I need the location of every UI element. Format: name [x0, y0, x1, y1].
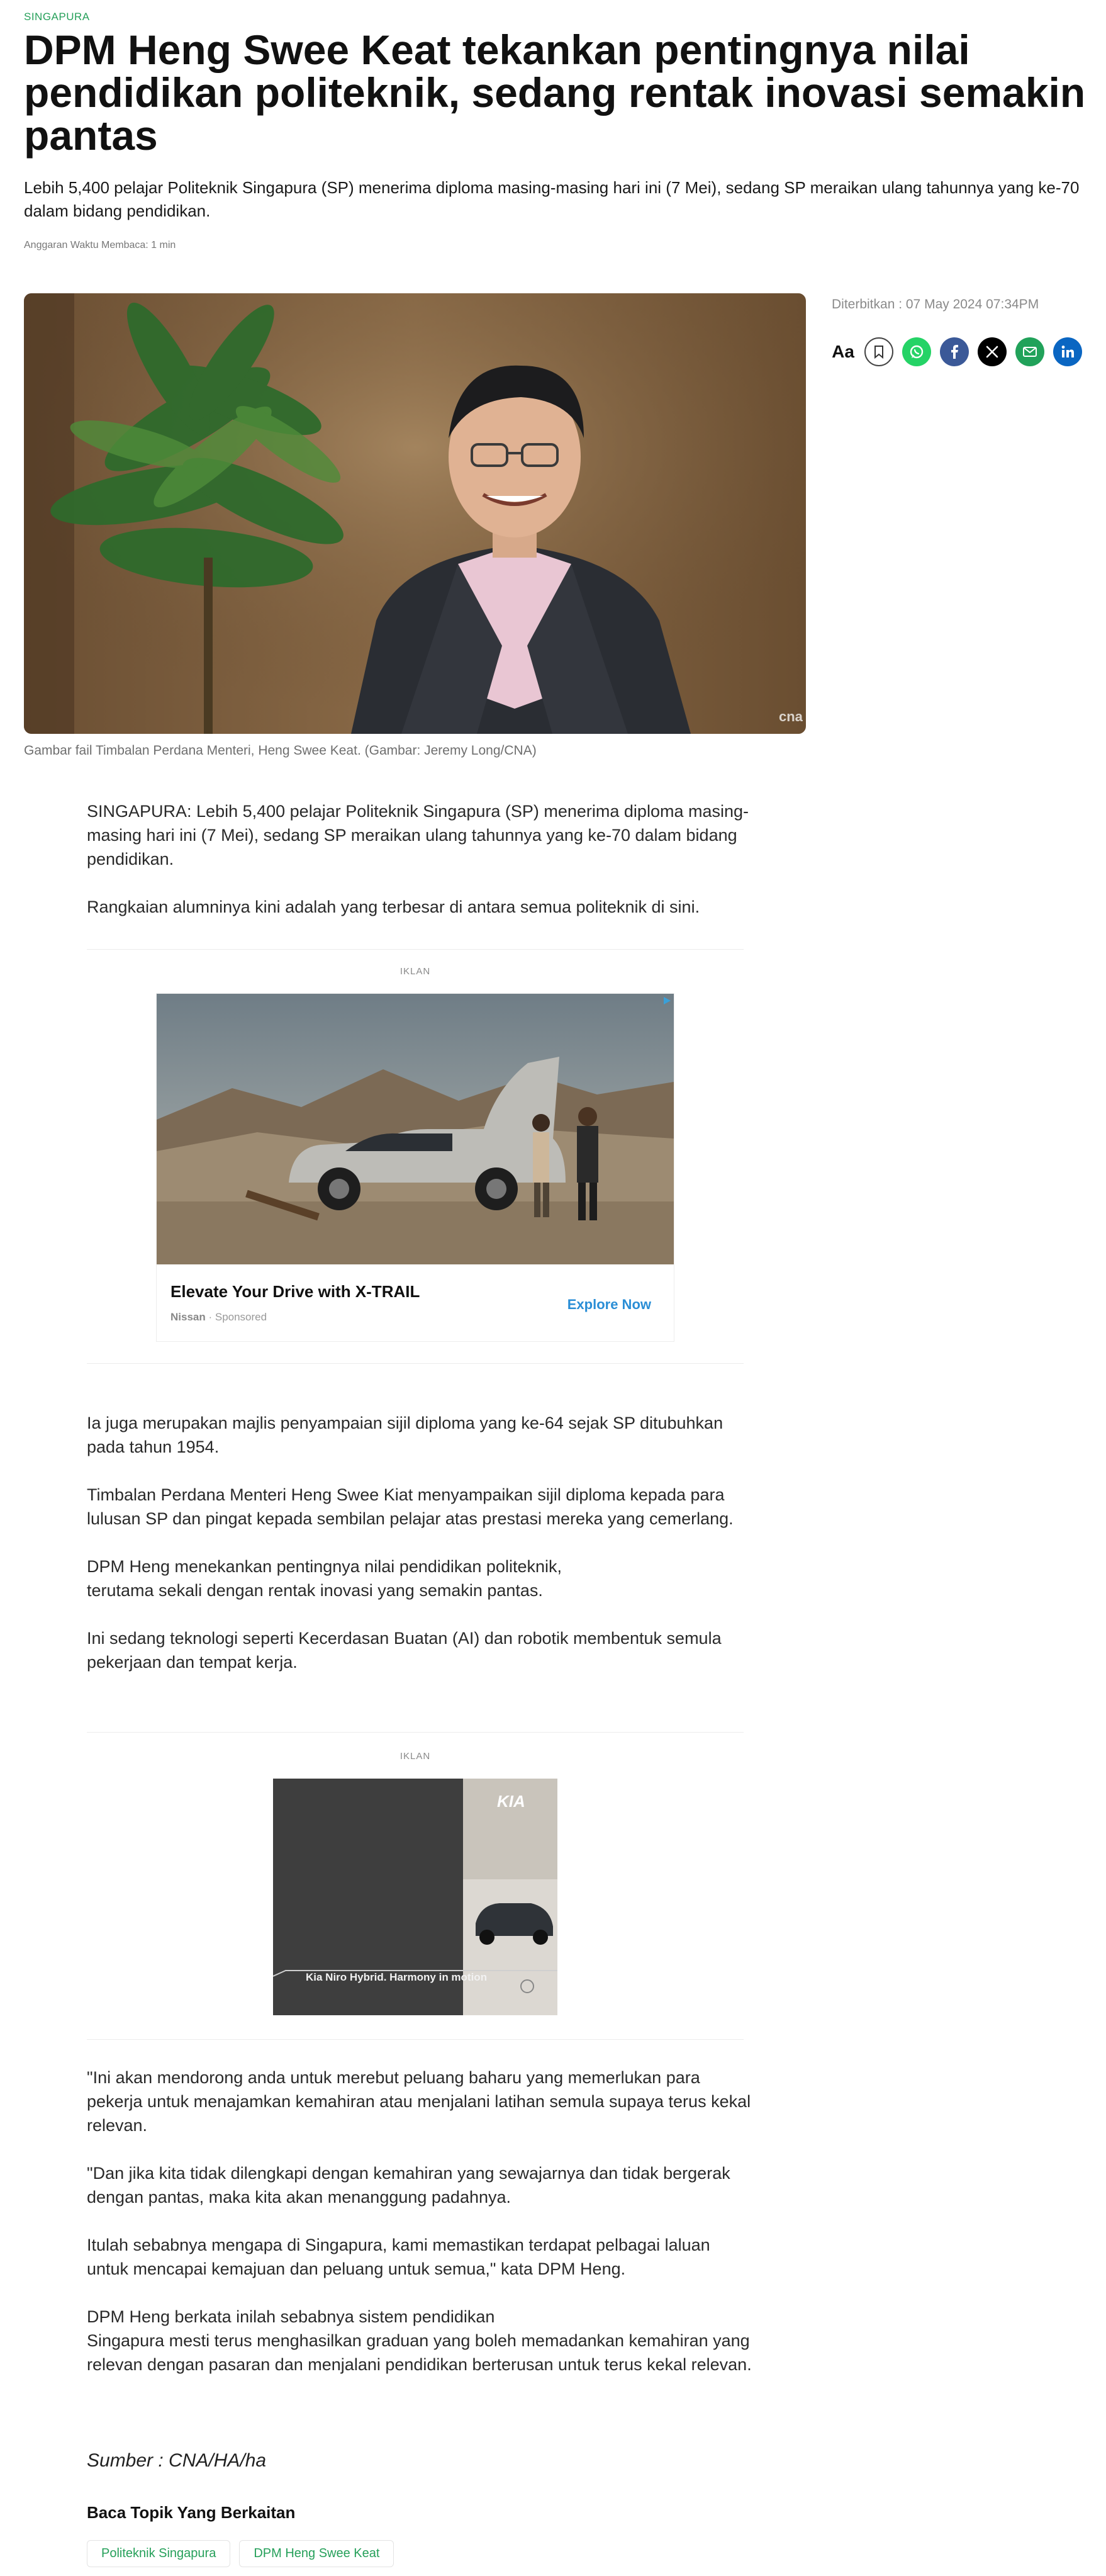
- divider: [87, 1363, 744, 1364]
- divider: [87, 1732, 744, 1733]
- article-title: DPM Heng Swee Keat tekankan pentingnya nilai pendidikan politeknik, sedang rentak inovasi semakin pantas: [24, 26, 1086, 159]
- video-ad[interactable]: [273, 1779, 557, 2015]
- ad-brand: [170, 1311, 267, 1324]
- paragraph: Timbalan Perdana Menteri Heng Swee Kiat menyampaikan sijil diploma kepada para lulusan SP dan pingat kepada sembilan pelajar atas prestasi mereka yang cemerlang.: [87, 1485, 734, 1528]
- divider: [87, 949, 744, 950]
- email-icon: [1022, 346, 1037, 358]
- paragraph-line: DPM Heng berkata inilah sebabnya sistem pendidikan: [87, 2307, 495, 2326]
- paragraph: Itulah sebabnya mengapa di Singapura, kami memastikan terdapat pelbagai laluan untuk mencapai kemajuan dan peluang untuk semua," kata DPM Heng.: [87, 2236, 710, 2278]
- native-ad[interactable]: [156, 993, 674, 1342]
- ad-brand-name: Nissan: [170, 1311, 206, 1323]
- bookmark-icon: [873, 345, 885, 359]
- video-ad-caption: Kia Niro Hybrid. Harmony in motion: [306, 1971, 488, 1983]
- paragraph: "Ini akan mendorong anda untuk merebut peluang baharu yang memerlukan para pekerja untuk menajamkan kemahiran atau menjalani latihan semula supaya terus kekal relevan.: [87, 2068, 751, 2135]
- whatsapp-share-button[interactable]: [902, 337, 931, 366]
- ad-sponsored-label: · Sponsored: [205, 1311, 267, 1323]
- topic-tag[interactable]: DPM Heng Swee Keat: [239, 2540, 394, 2567]
- divider: [87, 2039, 744, 2040]
- cna-watermark: cna: [779, 709, 803, 724]
- x-share-button[interactable]: [978, 337, 1007, 366]
- related-topics-title: Baca Topik Yang Berkaitan: [87, 2503, 296, 2522]
- x-icon: [985, 345, 999, 359]
- ad-headline[interactable]: Elevate Your Drive with X-TRAIL: [170, 1282, 420, 1301]
- read-time: Anggaran Waktu Membaca: 1 min: [24, 240, 176, 250]
- ad-image[interactable]: [157, 994, 674, 1264]
- article-source: Sumber : CNA/HA/ha: [87, 2450, 267, 2471]
- ad-label: IKLAN: [399, 966, 431, 977]
- paragraph: SINGAPURA: Lebih 5,400 pelajar Politeknik Singapura (SP) menerima diploma masing-masing hari ini (7 Mei), sedang SP meraikan ulang tahunnya yang ke-70 dalam bidang pendidikan.: [87, 802, 749, 869]
- paragraph-line: Singapura mesti terus menghasilkan graduan yang boleh memadankan kemahiran yang relevan dengan pasaran dan menjalani pendidikan berterusan untuk terus kekal relevan.: [87, 2331, 752, 2374]
- paragraph-line: DPM Heng menekankan pentingnya nilai pendidikan politeknik,: [87, 1557, 562, 1576]
- paragraph: Ia juga merupakan majlis penyampaian sijil diploma yang ke-64 sejak SP ditubuhkan pada tahun 1954.: [87, 1414, 723, 1456]
- linkedin-icon: [1060, 344, 1075, 359]
- paragraph: [87, 2305, 754, 2376]
- ad-label: IKLAN: [399, 1751, 431, 1762]
- article-subtitle: Lebih 5,400 pelajar Politeknik Singapura (SP) menerima diploma masing-masing hari ini (7 Mei), sedang SP meraikan ulang tahunnya yang ke-70 dalam bidang pendidikan.: [24, 178, 1080, 220]
- bookmark-button[interactable]: [864, 337, 893, 366]
- image-caption: Gambar fail Timbalan Perdana Menteri, Heng Swee Keat. (Gambar: Jeremy Long/CNA): [24, 743, 537, 758]
- hero-image: [24, 293, 806, 734]
- paragraph: Rangkaian alumninya kini adalah yang terbesar di antara semua politeknik di sini.: [87, 897, 700, 916]
- facebook-share-button[interactable]: [940, 337, 969, 366]
- svg-text:KIA: KIA: [497, 1792, 525, 1811]
- linkedin-share-button[interactable]: [1053, 337, 1082, 366]
- published-date: Diterbitkan : 07 May 2024 07:34PM: [832, 297, 1039, 312]
- topic-tag[interactable]: Politeknik Singapura: [87, 2540, 230, 2567]
- paragraph: Ini sedang teknologi seperti Kecerdasan Buatan (AI) dan robotik membentuk semula pekerjaan dan tempat kerja.: [87, 1629, 722, 1672]
- whatsapp-icon: [908, 344, 925, 360]
- email-share-button[interactable]: [1015, 337, 1044, 366]
- paragraph-line: terutama sekali dengan rentak inovasi yang semakin pantas.: [87, 1581, 543, 1600]
- adchoices-icon[interactable]: [661, 995, 673, 1006]
- article-category[interactable]: SINGAPURA: [24, 11, 90, 23]
- paragraph: [87, 1555, 754, 1602]
- related-topics: [87, 2540, 394, 2567]
- ad-cta-button[interactable]: Explore Now: [567, 1296, 651, 1312]
- facebook-icon: [947, 344, 962, 360]
- share-toolbar: [830, 337, 1082, 366]
- font-size-button[interactable]: Aa: [832, 342, 854, 361]
- paragraph: "Dan jika kita tidak dilengkapi dengan kemahiran yang sewajarnya dan tidak bergerak dengan pantas, maka kita akan menanggung padahnya.: [87, 2164, 730, 2207]
